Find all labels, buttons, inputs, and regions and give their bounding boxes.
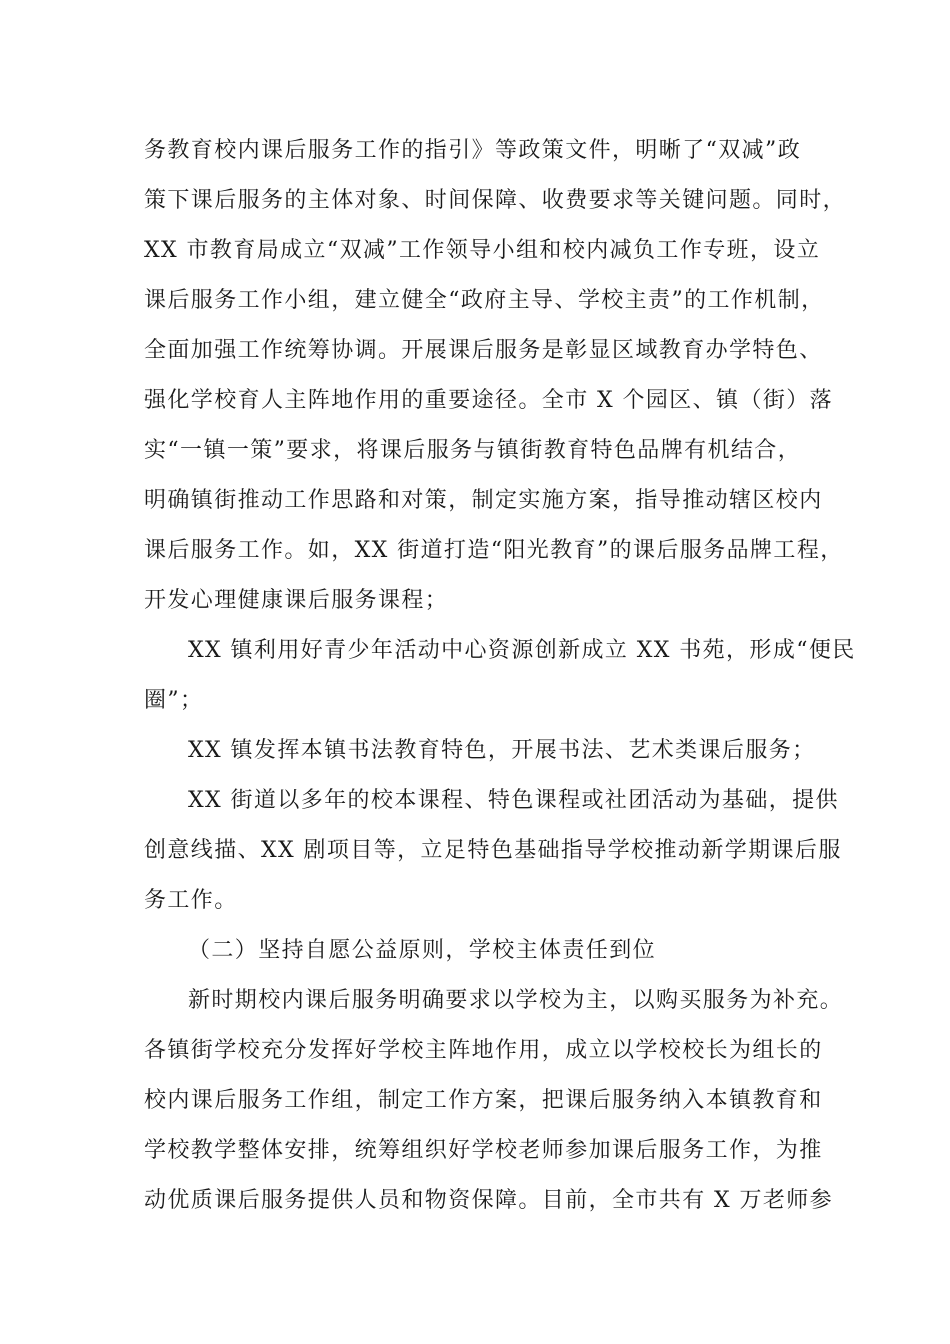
paragraph-5-line-5: 动优质课后服务提供人员和物资保障。目前，全市共有 X 万老师参 <box>144 1188 834 1213</box>
paragraph-1-line-3: XX 市教育局成立“双减”工作领导小组和校内减负工作专班，设立 <box>144 238 821 263</box>
paragraph-2-line-1: XX 镇利用好青少年活动中心资源创新成立 XX 书苑，形成“便民 <box>188 638 856 663</box>
paragraph-5-line-3: 校内课后服务工作组，制定工作方案，把课后服务纳入本镇教育和 <box>144 1088 823 1113</box>
paragraph-1-line-10: 开发心理健康课后服务课程； <box>144 588 449 613</box>
paragraph-1-line-5: 全面加强工作统筹协调。开展课后服务是彰显区域教育办学特色、 <box>144 338 823 363</box>
paragraph-4-line-3: 务工作。 <box>144 888 238 913</box>
paragraph-5-line-4: 学校教学整体安排，统筹组织好学校老师参加课后服务工作，为推 <box>144 1138 823 1163</box>
paragraph-1-line-9: 课后服务工作。如，XX 街道打造“阳光教育”的课后服务品牌工程， <box>144 538 844 563</box>
paragraph-2-line-2: 圈”； <box>144 688 204 713</box>
paragraph-4-line-2: 创意线描、XX 剧项目等，立足特色基础指导学校推动新学期课后服 <box>144 838 842 863</box>
paragraph-5-line-2: 各镇街学校充分发挥好学校主阵地作用，成立以学校校长为组长的 <box>144 1038 823 1063</box>
section-heading: （二）坚持自愿公益原则，学校主体责任到位 <box>188 938 657 963</box>
paragraph-4-line-1: XX 街道以多年的校本课程、特色课程或社团活动为基础，提供 <box>188 788 839 813</box>
paragraph-1-line-1: 务教育校内课后服务工作的指引》等政策文件，明晰了“双减”政 <box>144 138 802 163</box>
paragraph-1-line-7: 实“一镇一策”要求，将课后服务与镇街教育特色品牌有机结合， <box>144 438 802 463</box>
paragraph-1-line-2: 策下课后服务的主体对象、时间保障、收费要求等关键问题。同时， <box>144 188 847 213</box>
paragraph-1-line-8: 明确镇街推动工作思路和对策，制定实施方案，指导推动辖区校内 <box>144 488 823 513</box>
paragraph-3-line-1: XX 镇发挥本镇书法教育特色，开展书法、艺术类课后服务； <box>188 738 816 763</box>
paragraph-1-line-4: 课后服务工作小组，建立健全“政府主导、学校主责”的工作机制， <box>144 288 825 313</box>
paragraph-1-line-6: 强化学校育人主阵地作用的重要途径。全市 X 个园区、镇（街）落 <box>144 388 834 413</box>
paragraph-5-line-1: 新时期校内课后服务明确要求以学校为主，以购买服务为补充。 <box>188 988 844 1013</box>
